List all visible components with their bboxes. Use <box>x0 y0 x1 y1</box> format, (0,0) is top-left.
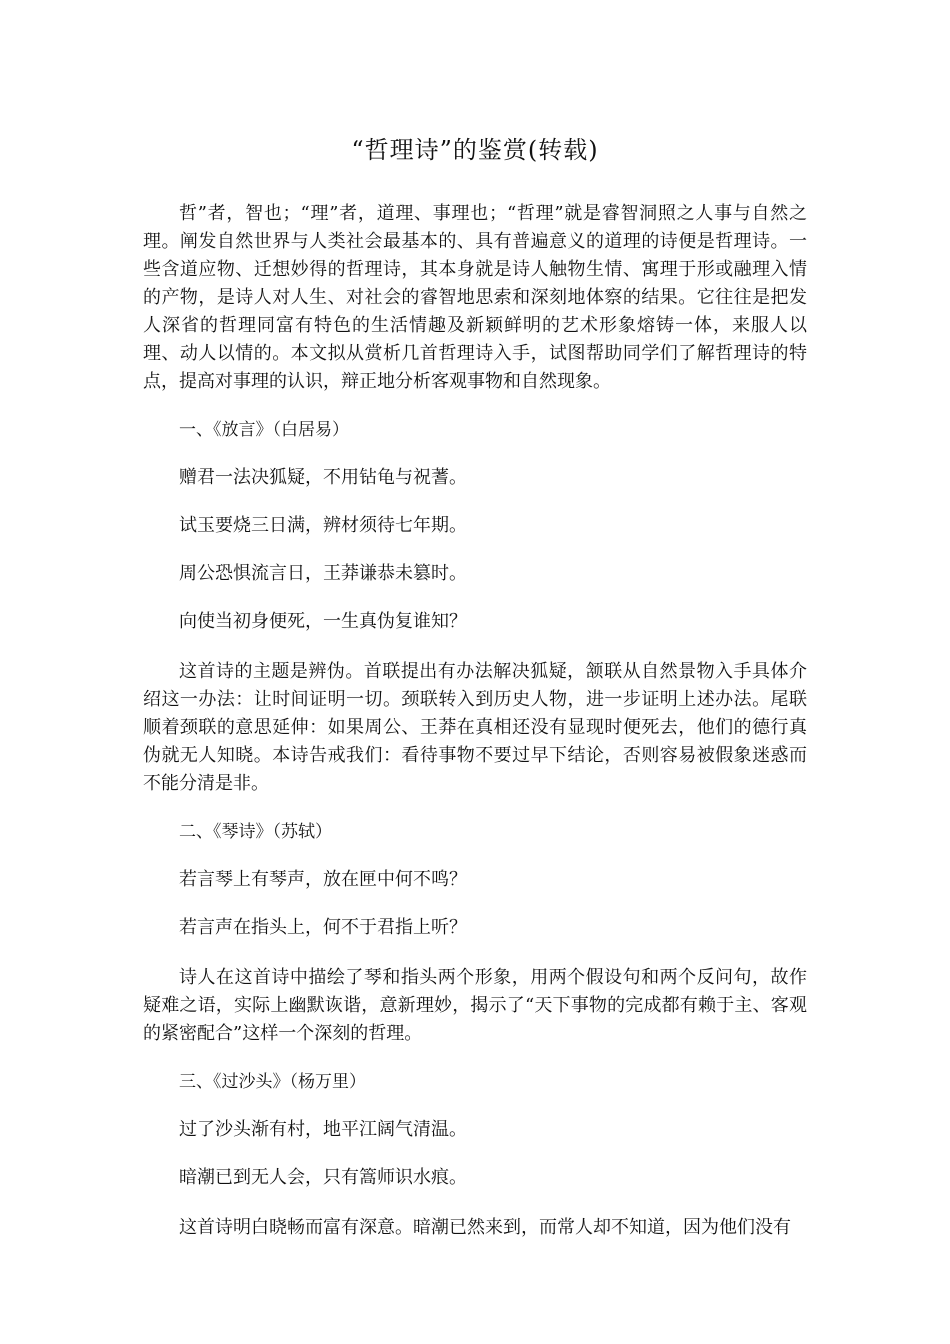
section-heading: 一、《放言》（白居易） <box>179 420 349 440</box>
commentary-paragraph: 这首诗明白晓畅而富有深意。暗潮已然来到，而常人却不知道，因为他们没有 <box>179 1217 791 1238</box>
document-title: “哲理诗”的鉴赏(转载) <box>351 136 599 164</box>
section-heading: 三、《过沙头》（杨万里） <box>179 1072 366 1092</box>
poem-line: 向使当初身便死，一生真伪复谁知？ <box>179 611 467 632</box>
poem-line: 周公恐惧流言日，王莽谦恭未篡时。 <box>179 563 467 584</box>
intro-paragraph: 哲”者，智也；“理”者，道理、事理也；“哲理”就是睿智洞照之人事与自然之理。阐发自然世界与人类社会最基本的、具有普遍意义的道理的诗便是哲理诗。一些含道应物、迁想妙得的哲理诗，其本身就是诗人触物生情、寓理于形或融理入情的产物，是诗人对人生、对社会的睿智地思索和深刻地体察的结果。它往往是把发人深省的哲理同富有特色的生活情趣及新颖鲜明的艺术形象熔铸一体，来服人以理、动人以情的。本文拟从赏析几首哲理诗入手，试图帮助同学们了解哲理诗的特点，提高对事理的认识，辩正地分析客观事物和自然现象。 <box>143 203 807 392</box>
poem-line: 若言声在指头上，何不于君指上听？ <box>179 917 467 938</box>
poem-line: 暗潮已到无人会，只有篙师识水痕。 <box>179 1167 467 1188</box>
poem-line: 赠君一法决狐疑，不用钻龟与祝蓍。 <box>179 467 467 488</box>
commentary-paragraph: 诗人在这首诗中描绘了琴和指头两个形象，用两个假设句和两个反问句，故作疑难之语，实际上幽默诙谐，意新理妙，揭示了“天下事物的完成都有赖于主、客观的紧密配合”这样一个深刻的哲理。 <box>143 967 807 1044</box>
section-heading: 二、《琴诗》（苏轼） <box>179 822 332 842</box>
poem-line: 过了沙头渐有村，地平江阔气清温。 <box>179 1119 467 1140</box>
poem-line: 若言琴上有琴声，放在匣中何不鸣？ <box>179 869 467 890</box>
document-page <box>143 0 807 1344</box>
poem-line: 试玉要烧三日满，辨材须待七年期。 <box>179 515 467 536</box>
document-body <box>143 200 807 1264</box>
commentary-paragraph: 这首诗的主题是辨伪。首联提出有办法解决狐疑，颔联从自然景物入手具体介绍这一办法：让时间证明一切。颈联转入到历史人物，进一步证明上述办法。尾联顺着颈联的意思延伸：如果周公、王莽在真相还没有显现时便死去，他们的德行真伪就无人知晓。本诗告戒我们：看待事物不要过早下结论，否则容易被假象迷惑而不能分清是非。 <box>143 661 807 794</box>
